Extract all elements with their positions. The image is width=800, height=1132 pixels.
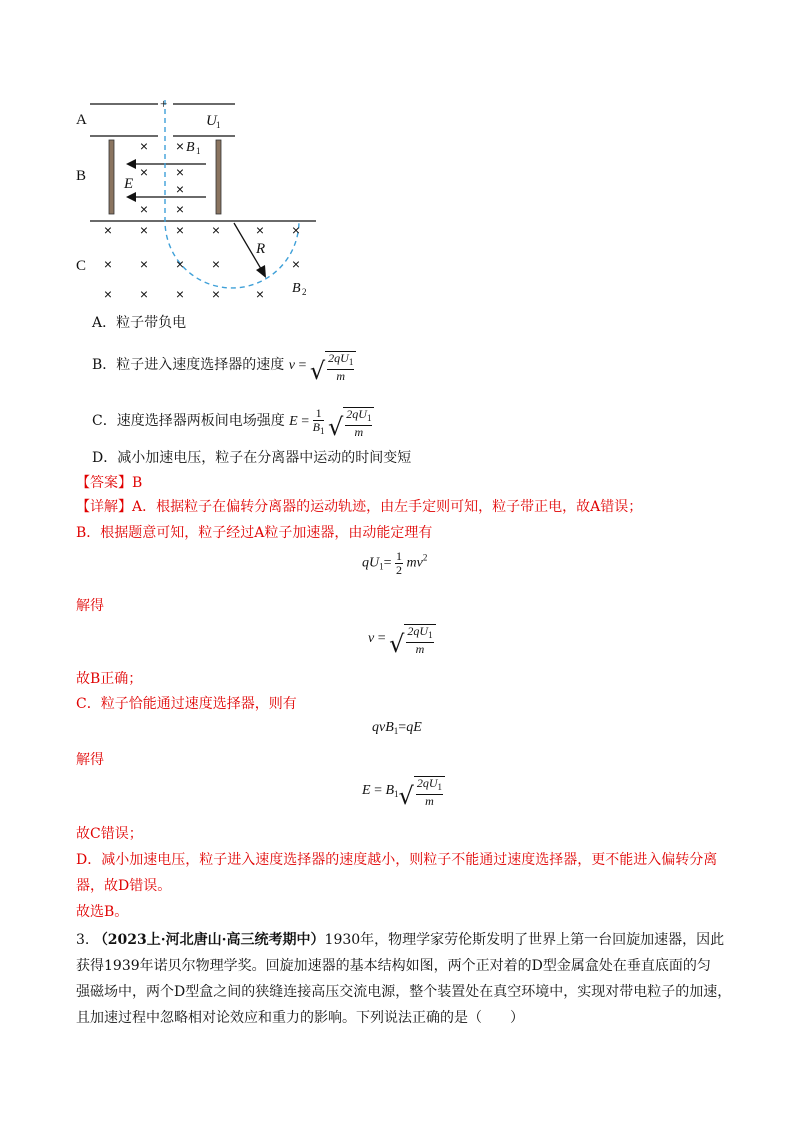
equation-balance: qvB$_1$=qE xyxy=(372,720,422,736)
final-choice: 故选B。 xyxy=(76,904,129,920)
svg-text:×: × xyxy=(255,222,265,238)
option-b xyxy=(92,349,356,383)
label-b: B xyxy=(76,168,87,184)
question-3-line4: 且加速过程中忽略相对论效应和重力的影响。下列说法正确的是（ ） xyxy=(76,1010,524,1026)
svg-text:×: × xyxy=(211,222,221,238)
e-field-arrowhead-2 xyxy=(126,192,136,202)
svg-text:×: × xyxy=(103,286,113,302)
physics-diagram xyxy=(70,92,330,307)
detail-c: C．粒子恰能通过速度选择器，则有 xyxy=(76,696,297,712)
e-field-arrowhead-1 xyxy=(126,159,136,169)
question-number: 3. xyxy=(76,932,90,948)
label-r: R xyxy=(256,241,266,257)
radius-arrowhead xyxy=(256,265,266,278)
option-c-formula: E = $\frac{1}{B_1}$ √ $\frac{2qU_1}{m}$ xyxy=(289,414,374,429)
svg-text:×: × xyxy=(175,164,185,180)
detail-d-line2: 器，故D错误。 xyxy=(76,878,172,894)
answer: 【答案】B xyxy=(76,475,143,491)
detail-d-line1: D．减小加速电压，粒子进入速度选择器的速度越小，则粒子不能通过速度选择器，更不能进入偏转分离 xyxy=(76,852,718,868)
svg-text:×: × xyxy=(139,201,149,217)
svg-text:×: × xyxy=(175,181,185,197)
svg-text:×: × xyxy=(175,222,185,238)
svg-text:×: × xyxy=(139,222,149,238)
label-a: A xyxy=(76,112,87,128)
svg-text:×: × xyxy=(139,256,149,272)
svg-text:×: × xyxy=(103,222,113,238)
solve-label-1: 解得 xyxy=(76,598,104,614)
option-c xyxy=(92,405,374,439)
label-b1: B xyxy=(186,140,195,155)
b-correct: 故B正确； xyxy=(76,671,143,687)
question-3-line1 xyxy=(76,930,724,950)
option-b-text: B．粒子进入速度选择器的速度 xyxy=(92,357,285,374)
svg-text:×: × xyxy=(291,256,301,272)
svg-text:×: × xyxy=(291,222,301,238)
label-b2: B xyxy=(292,281,301,296)
solve-label-2: 解得 xyxy=(76,752,104,768)
svg-text:×: × xyxy=(211,286,221,302)
label-c: C xyxy=(76,258,87,274)
svg-text:×: × xyxy=(139,164,149,180)
option-d: D．减小加速电压，粒子在分离器中运动的时间变短 xyxy=(92,450,412,466)
option-b-formula: v = √ $\frac{2qU_1}{m}$ xyxy=(289,358,357,373)
label-u1-sub: 1 xyxy=(216,120,221,130)
equation-velocity: v = √ $\frac{2qU_1}{m}$ xyxy=(368,622,436,656)
option-c-text: C．速度选择器两板间电场强度 xyxy=(92,413,285,430)
question-3-line2: 获得1939年诺贝尔物理学奖。回旋加速器的基本结构如图，两个正对着的D型金属盒处在垂直底面的匀 xyxy=(76,958,711,974)
label-u1: U xyxy=(206,113,217,129)
svg-text:×: × xyxy=(103,256,113,272)
selector-left-plate xyxy=(109,140,114,214)
detail-a-text: A．根据粒子在偏转分离器的运动轨迹，由左手定则可知，粒子带正电，故A错误； xyxy=(132,499,643,515)
question-source: （2023上·河北唐山·高三统考期中） xyxy=(93,932,325,948)
label-e: E xyxy=(124,176,134,192)
svg-text:×: × xyxy=(175,256,185,272)
option-a: A．粒子带负电 xyxy=(92,315,187,331)
svg-text:×: × xyxy=(139,286,149,302)
equation-energy: $qU_1=$ $\frac{1}{2}$ $mv^2$ xyxy=(362,549,428,577)
svg-text:×: × xyxy=(139,138,149,154)
detail-tag: 【详解】 xyxy=(76,499,132,515)
detail-b: B．根据题意可知，粒子经过A粒子加速器，由动能定理有 xyxy=(76,525,433,541)
detail-a xyxy=(76,497,642,517)
svg-text:×: × xyxy=(211,256,221,272)
question-3-line3: 强磁场中，两个D型盒之间的狭缝连接高压交流电源，整个装置处在真空环境中，实现对带电粒子的加速， xyxy=(76,984,732,1000)
label-b2-sub: 2 xyxy=(302,287,307,297)
selector-right-plate xyxy=(216,140,221,214)
label-b1-sub: 1 xyxy=(196,146,201,156)
svg-text:×: × xyxy=(175,286,185,302)
question-3-text-1: 1930年，物理学家劳伦斯发明了世界上第一台回旋加速器，因此 xyxy=(324,932,725,948)
c-wrong: 故C错误； xyxy=(76,826,143,842)
svg-text:×: × xyxy=(255,286,265,302)
equation-field: $E = B_1$ √ $\frac{2qU_1}{m}$ xyxy=(362,774,445,808)
particle-trajectory xyxy=(165,100,299,288)
svg-text:×: × xyxy=(175,201,185,217)
svg-text:×: × xyxy=(175,138,185,154)
plus-sign: + xyxy=(160,96,168,111)
